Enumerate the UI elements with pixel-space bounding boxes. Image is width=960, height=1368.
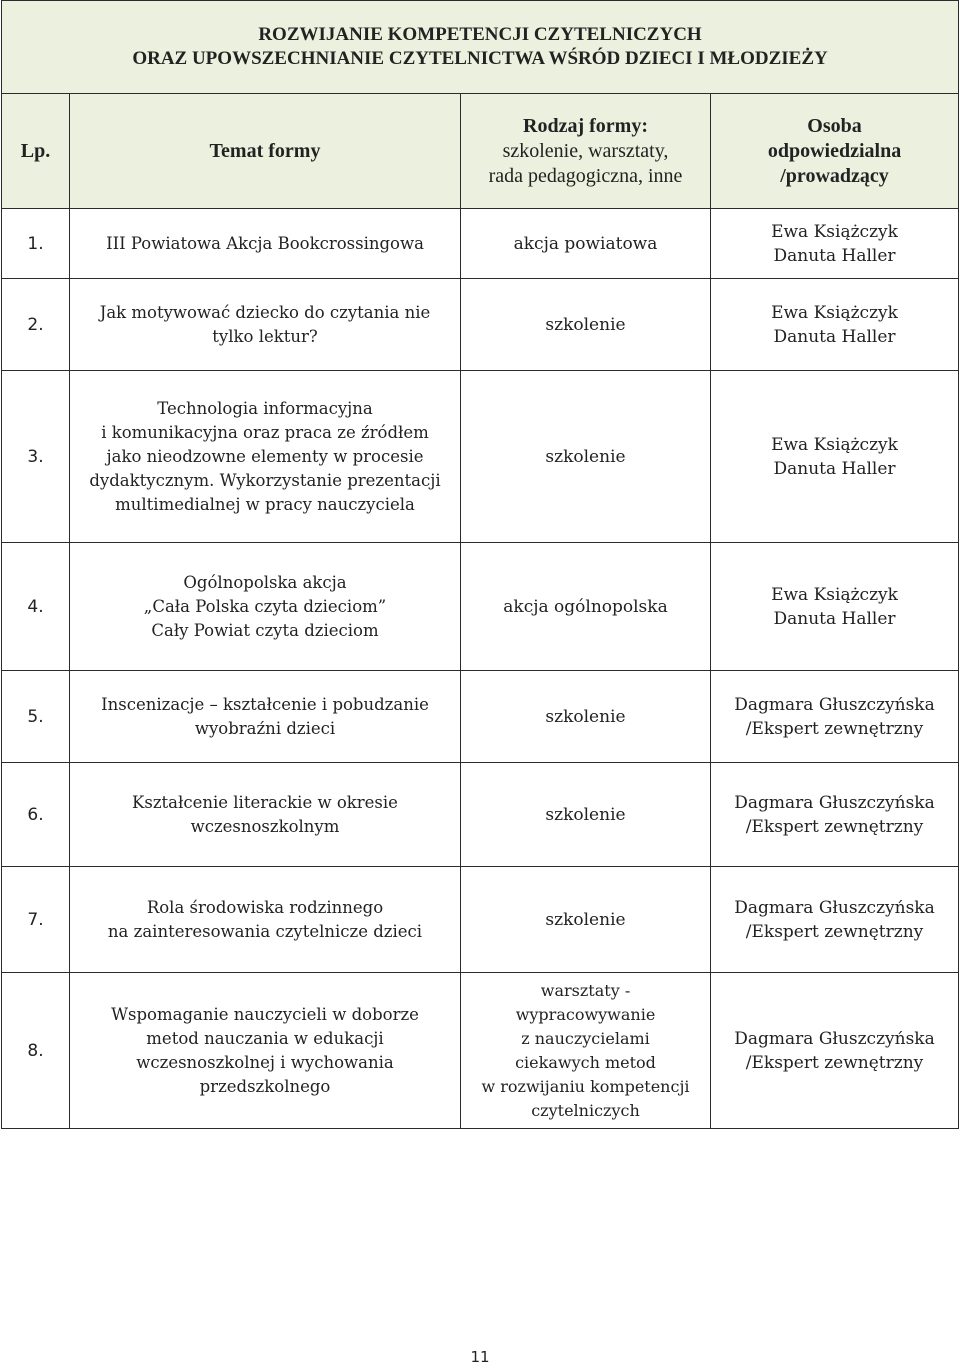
- topic-cell-line: dydaktycznym. Wykorzystanie prezentacji: [89, 470, 441, 490]
- topic-cell-line: metod nauczania w edukacji: [146, 1028, 384, 1048]
- table-row: [2, 973, 959, 1129]
- topic-cell-line: na zainteresowania czytelnicze dzieci: [107, 921, 423, 941]
- topic-cell-line: Cały Powiat czyta dzieciom: [151, 620, 379, 640]
- person-cell-line: Dagmara Głuszczyńska: [734, 897, 935, 918]
- topic-cell: [70, 279, 461, 371]
- person-cell-line: /Ekspert zewnętrzny: [745, 718, 924, 739]
- row-number: 8.: [2, 973, 70, 1129]
- person-cell: [711, 543, 959, 671]
- header-row: [2, 94, 959, 209]
- topic-cell-line: Rola środowiska rodzinnego: [146, 897, 384, 917]
- row-number: 5.: [2, 671, 70, 763]
- row-number: 2.: [2, 279, 70, 371]
- person-cell: [711, 763, 959, 867]
- form-type-cell-line: szkolenie: [545, 804, 626, 825]
- header-form-type: Rodzaj formy: szkolenie, warsztaty, rada pedagogiczna, inne: [461, 94, 711, 209]
- topic-cell-line: wczesnoszkolnym: [190, 816, 340, 836]
- topic-cell-line: Inscenizacje – kształcenie i pobudzanie: [101, 694, 429, 714]
- topic-cell: [70, 209, 461, 279]
- header-person: Osoba odpowiedzialna /prowadzący: [711, 94, 959, 209]
- row-number: 1.: [2, 209, 70, 279]
- person-cell-line: Ewa Książczyk: [771, 302, 898, 323]
- person-cell: [711, 671, 959, 763]
- form-type-cell-line: czytelniczych: [531, 1100, 640, 1120]
- form-type-cell: [461, 671, 711, 763]
- form-type-cell: [461, 209, 711, 279]
- form-type-cell-line: akcja ogólnopolska: [503, 596, 668, 617]
- row-number: 6.: [2, 763, 70, 867]
- form-type-cell-line: wypracowywanie: [515, 1004, 656, 1024]
- person-cell-line: Danuta Haller: [773, 245, 896, 266]
- topic-cell-line: III Powiatowa Akcja Bookcrossingowa: [106, 233, 424, 253]
- title-row: [2, 1, 959, 94]
- topic-cell-line: jako nieodzowne elementy w procesie: [106, 446, 424, 466]
- row-number: 3.: [2, 371, 70, 543]
- table-row: [2, 371, 959, 543]
- topic-cell-line: multimedialnej w pracy nauczyciela: [115, 494, 415, 514]
- form-type-cell: [461, 973, 711, 1129]
- form-type-cell-line: warsztaty -: [540, 980, 631, 1000]
- person-cell-line: Danuta Haller: [773, 326, 896, 347]
- title-line-1: ROZWIJANIE KOMPETENCJI CZYTELNICZYCH: [258, 24, 702, 45]
- topic-cell: [70, 867, 461, 973]
- form-type-cell-line: akcja powiatowa: [513, 233, 658, 254]
- topic-cell-line: wyobraźni dzieci: [194, 718, 336, 738]
- topic-cell: [70, 371, 461, 543]
- row-number: 7.: [2, 867, 70, 973]
- table-body: [2, 209, 959, 1129]
- person-cell-line: /Ekspert zewnętrzny: [745, 1052, 924, 1073]
- form-type-cell: [461, 371, 711, 543]
- form-type-cell: [461, 279, 711, 371]
- program-table: [1, 0, 959, 1129]
- topic-cell: [70, 671, 461, 763]
- person-cell-line: Dagmara Głuszczyńska: [734, 792, 935, 813]
- form-type-cell-line: z nauczycielami: [521, 1028, 650, 1048]
- table-row: [2, 543, 959, 671]
- form-type-cell-line: szkolenie: [545, 706, 626, 727]
- form-type-cell: [461, 763, 711, 867]
- topic-cell-line: tylko lektur?: [212, 326, 318, 346]
- person-cell-line: /Ekspert zewnętrzny: [745, 816, 924, 837]
- form-type-cell: [461, 543, 711, 671]
- form-type-cell-line: szkolenie: [545, 314, 626, 335]
- topic-cell-line: Technologia informacyjna: [157, 398, 373, 418]
- header-lp: Lp.: [2, 94, 70, 209]
- form-type-cell-line: szkolenie: [545, 909, 626, 930]
- topic-cell-line: Kształcenie literackie w okresie: [132, 792, 398, 812]
- form-type-cell-line: szkolenie: [545, 446, 626, 467]
- person-cell: [711, 279, 959, 371]
- person-cell-line: Ewa Książczyk: [771, 221, 898, 242]
- table-row: [2, 763, 959, 867]
- page-number: 11: [470, 1348, 490, 1366]
- table-row: [2, 671, 959, 763]
- topic-cell-line: Wspomaganie nauczycieli w doborze: [111, 1004, 419, 1024]
- person-cell-line: Dagmara Głuszczyńska: [734, 694, 935, 715]
- person-cell-line: /Ekspert zewnętrzny: [745, 921, 924, 942]
- topic-cell: [70, 763, 461, 867]
- topic-cell-line: wczesnoszkolnej i wychowania: [136, 1052, 394, 1072]
- person-cell-line: Danuta Haller: [773, 608, 896, 629]
- topic-cell: [70, 973, 461, 1129]
- table-title: [2, 1, 959, 94]
- topic-cell-line: przedszkolnego: [199, 1076, 331, 1096]
- person-cell: [711, 209, 959, 279]
- table-row: [2, 279, 959, 371]
- person-cell-line: Danuta Haller: [773, 458, 896, 479]
- topic-cell-line: i komunikacyjna oraz praca ze źródłem: [101, 422, 429, 442]
- person-cell-line: Dagmara Głuszczyńska: [734, 1028, 935, 1049]
- title-line-2: ORAZ UPOWSZECHNIANIE CZYTELNICTWA WŚRÓD DZIECI I MŁODZIEŻY: [132, 48, 828, 69]
- row-number: 4.: [2, 543, 70, 671]
- topic-cell-line: Ogólnopolska akcja: [183, 572, 347, 592]
- topic-cell-line: Jak motywować dziecko do czytania nie: [99, 302, 431, 322]
- form-type-cell-line: w rozwijaniu kompetencji: [481, 1076, 690, 1096]
- header-topic: Temat formy: [70, 94, 461, 209]
- person-cell: [711, 973, 959, 1129]
- person-cell-line: Ewa Książczyk: [771, 434, 898, 455]
- table-row: [2, 867, 959, 973]
- person-cell: [711, 371, 959, 543]
- topic-cell: [70, 543, 461, 671]
- person-cell-line: Ewa Książczyk: [771, 584, 898, 605]
- form-type-cell: [461, 867, 711, 973]
- person-cell: [711, 867, 959, 973]
- topic-cell-line: „Cała Polska czyta dzieciom”: [143, 596, 387, 616]
- form-type-cell-line: ciekawych metod: [515, 1052, 656, 1072]
- table-row: [2, 209, 959, 279]
